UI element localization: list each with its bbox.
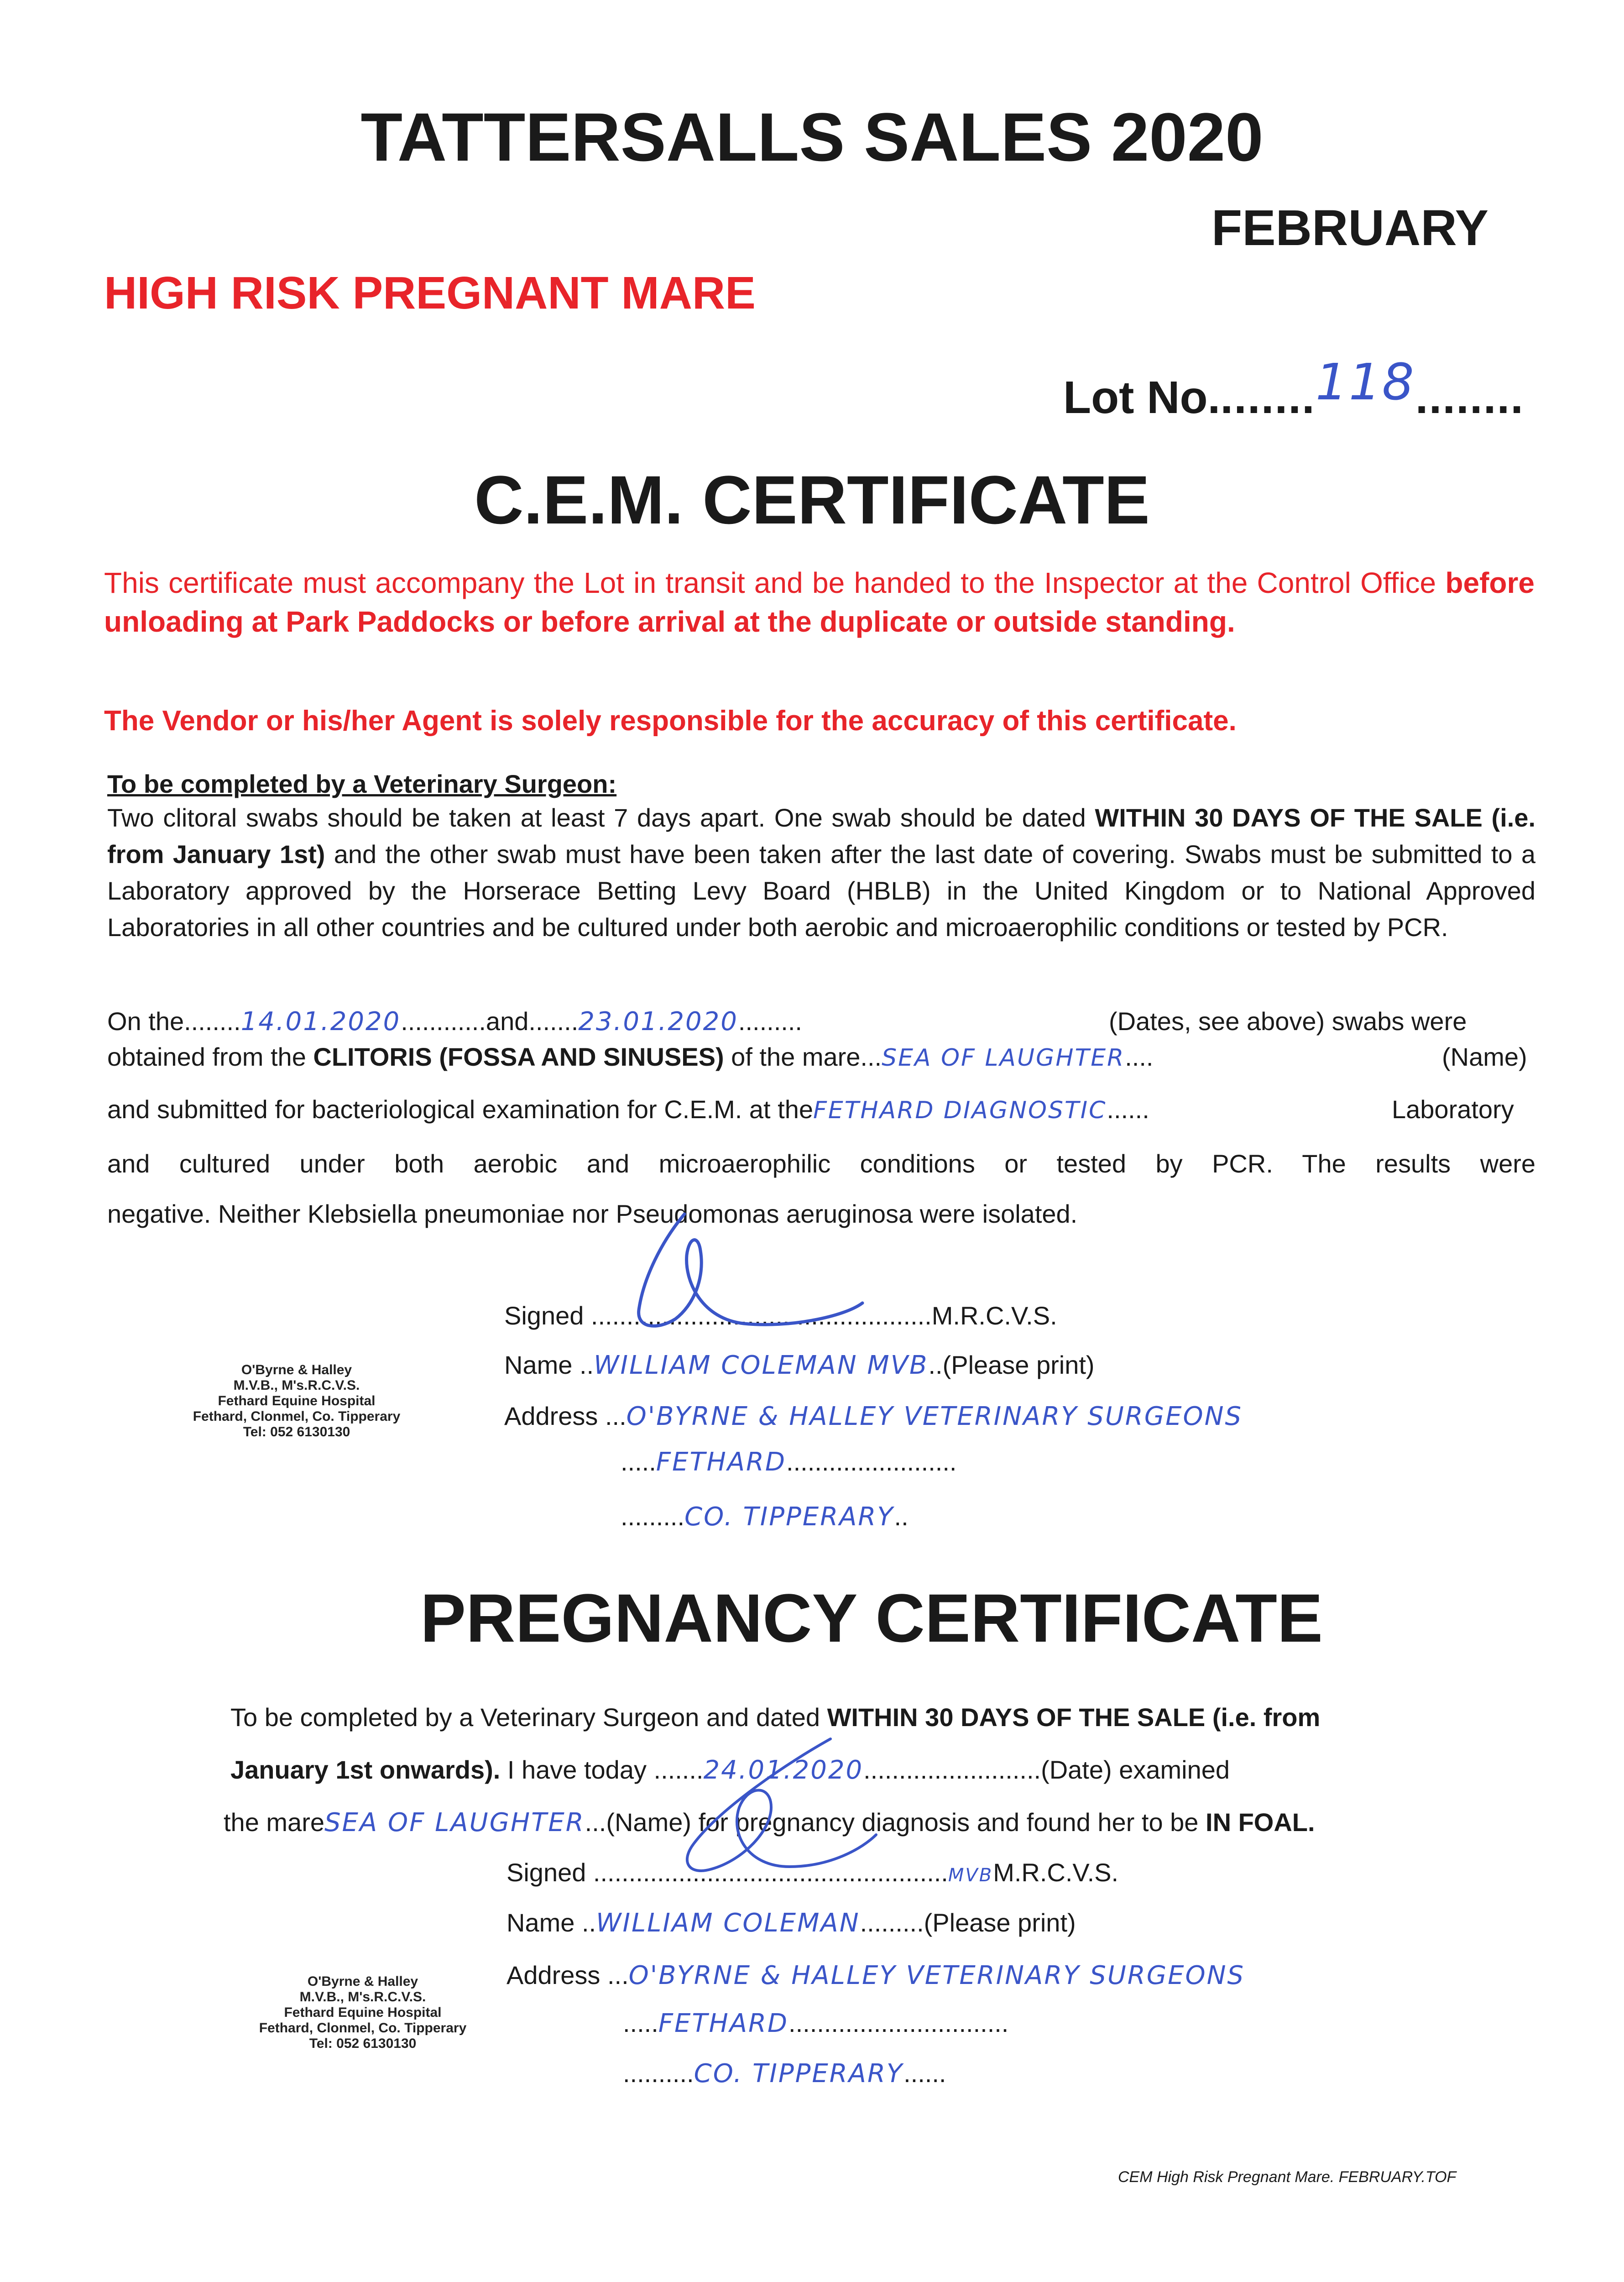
lot-value: 118 (1315, 353, 1415, 411)
cultured-line: and cultured under both aerobic and microaerophilic conditions or tested by PCR. The results were (107, 1149, 1535, 1178)
pregnancy-name-label: Name (507, 1908, 575, 1937)
cem-certificate-title: C.E.M. CERTIFICATE (474, 461, 1150, 538)
cem-address-line-2: .....FETHARD........................ (621, 1447, 957, 1477)
cem-mrcvs-label: M.R.C.V.S. (931, 1301, 1057, 1330)
stamp-line: M.V.B., M's.R.C.V.S. (299, 1989, 426, 2005)
cem-please-print: (Please print) (942, 1350, 1095, 1379)
stamp-line: Tel: 052 6130130 (309, 2036, 417, 2051)
cem-address-line-1: Address ...O'BYRNE & HALLEY VETERINARY SURGEONS (504, 1402, 1243, 1431)
pregnancy-address-2: FETHARD (658, 2009, 789, 2038)
stamp-line: M.V.B., M's.R.C.V.S. (233, 1378, 360, 1393)
stamp-line: Fethard, Clonmel, Co. Tipperary (259, 2020, 467, 2036)
stamp-line: Fethard, Clonmel, Co. Tipperary (193, 1409, 401, 1424)
obtained-from-text: obtained from the (107, 1042, 313, 1071)
lab-name: FETHARD DIAGNOSTIC (813, 1097, 1107, 1124)
lot-label: Lot No. (1063, 372, 1221, 423)
pregnancy-text: To be completed by a Veterinary Surgeon and dated (230, 1703, 827, 1732)
name-suffix: (Name) (1442, 1042, 1527, 1071)
cem-address-label: Address (504, 1402, 598, 1430)
cem-signature (607, 1187, 890, 1337)
stamp-line: Tel: 052 6130130 (243, 1424, 350, 1439)
laboratory-label: Laboratory (1392, 1095, 1514, 1124)
submitted-text: and submitted for bacteriological examination for C.E.M. at the (107, 1095, 813, 1124)
pregnancy-name-line: Name ..WILLIAM COLEMAN.........(Please print) (507, 1908, 1076, 1938)
cem-name-label: Name (504, 1350, 573, 1379)
pregnancy-signed-label: Signed (507, 1858, 586, 1887)
transit-notice (104, 564, 1535, 641)
swab-date-1: 14.01.2020 (240, 1007, 401, 1036)
stamp-line: O'Byrne & Halley (241, 1362, 352, 1377)
pregnancy-certificate-title: PREGNANCY CERTIFICATE (420, 1580, 1323, 1656)
negative-line: negative. Neither Klebsiella pneumoniae nor Pseudomonas aeruginosa were isolated. (107, 1199, 1078, 1228)
transit-notice-text: This certificate must accompany the Lot in transit and be handed to the Inspector at the Control Office (104, 566, 1446, 599)
pregnancy-address-3: CO. TIPPERARY (694, 2059, 904, 2088)
cem-address-line-3: .........CO. TIPPERARY.. (621, 1502, 909, 1532)
pregnancy-address-line-1: Address ...O'BYRNE & HALLEY VETERINARY SURGEONS (507, 1961, 1245, 1990)
cem-signed-line: Signed ................................................M.R.C.V.S. (504, 1301, 1057, 1330)
lot-number-field: Lot No........118........ (1063, 353, 1525, 423)
cem-signed-label: Signed (504, 1301, 584, 1330)
pregnancy-address-label: Address (507, 1961, 601, 1989)
pregnancy-address-line-3: ..........CO. TIPPERARY...... (623, 2059, 946, 2088)
in-foal-result: IN FOAL. (1206, 1808, 1315, 1837)
pregnancy-line-1 (230, 1702, 1320, 1732)
vet-instructions (107, 800, 1535, 946)
transit-notice-bold: before unloading at Park Paddocks or before arrival at the duplicate or outside standing. (104, 566, 1535, 638)
sale-month: FEBRUARY (1211, 200, 1489, 256)
pregnancy-exam-date: 24.01.2020 (703, 1755, 864, 1785)
stamp-line: Fethard Equine Hospital (284, 2005, 442, 2020)
pregnancy-today: I have today (500, 1755, 647, 1784)
pregnancy-vet-name: WILLIAM COLEMAN (596, 1908, 860, 1938)
cem-mare-name: SEA OF LAUGHTER (882, 1044, 1125, 1072)
pregnancy-diagnosis-text: (Name) for pregnancy diagnosis and found her to be (606, 1808, 1206, 1837)
of-the-mare-text: of the mare (724, 1042, 861, 1071)
footer-reference: CEM High Risk Pregnant Mare. FEBRUARY.TOF (1118, 2168, 1457, 2186)
pregnancy-please-print: (Please print) (924, 1908, 1076, 1937)
pregnancy-address-line-2: .....FETHARD............................... (623, 2009, 1009, 2038)
clitoris-text: CLITORIS (FOSSA AND SINUSES) (313, 1042, 724, 1071)
instructions-bold: WITHIN 30 DAYS OF THE SALE (i.e. from January 1st) (107, 803, 1536, 869)
instructions-text-2: and the other swab must have been taken after the last date of covering. Swabs must be submitted to a Laboratory approved by the Horserace Betting Levy Board (HBLB) in the United Kingdom or to National Approved Laboratories in all other countries and be cultured under both aerobic and microaerophilic conditions or tested by PCR. (107, 840, 1535, 942)
swab-dates-line: On the........14.01.2020............and.......23.01.2020......... (107, 1007, 802, 1036)
submitted-line: and submitted for bacteriological examination for C.E.M. at theFETHARD DIAGNOSTIC...... (107, 1095, 1149, 1124)
vet-instructions-heading: To be completed by a Veterinary Surgeon: (107, 769, 617, 798)
stamp-line: Fethard Equine Hospital (218, 1393, 376, 1408)
cem-vet-name: WILLIAM COLEMAN MVB (594, 1350, 929, 1380)
vet-stamp-pregnancy (208, 1974, 518, 2052)
instructions-text-1: Two clitoral swabs should be taken at least 7 days apart. One swab should be dated (107, 803, 1095, 832)
pregnancy-signed-line: Signed ..................................................MVBM.R.C.V.S. (507, 1858, 1119, 1887)
stamp-line: O'Byrne & Halley (307, 1974, 418, 1989)
cem-address-1: O'BYRNE & HALLEY VETERINARY SURGEONS (626, 1402, 1243, 1431)
obtained-line: obtained from the CLITORIS (FOSSA AND SINUSES) of the mare...SEA OF LAUGHTER.... (107, 1042, 1154, 1072)
and-label: and (486, 1007, 529, 1036)
on-the-label: On the (107, 1007, 184, 1036)
swab-date-2: 23.01.2020 (578, 1007, 738, 1036)
vendor-notice: The Vendor or his/her Agent is solely responsible for the accuracy of this certificate. (104, 705, 1237, 737)
cem-address-2: FETHARD (656, 1447, 787, 1477)
pregnancy-the-mare: the mare (224, 1808, 324, 1837)
pregnancy-line-2: January 1st onwards). I have today .......24.01.2020.........................(Date) examined (230, 1755, 1230, 1785)
risk-label: HIGH RISK PREGNANT MARE (104, 267, 756, 319)
pregnancy-january: January 1st onwards). (230, 1755, 501, 1784)
vet-stamp-cem (146, 1362, 447, 1440)
cem-address-3: CO. TIPPERARY (684, 1502, 894, 1532)
pregnancy-mvb: MVB (948, 1865, 993, 1886)
pregnancy-date-examined: (Date) examined (1041, 1755, 1230, 1784)
pregnancy-bold: WITHIN 30 DAYS OF THE SALE (i.e. from (827, 1703, 1321, 1732)
pregnancy-mare-name: SEA OF LAUGHTER (324, 1808, 585, 1837)
pregnancy-address-1: O'BYRNE & HALLEY VETERINARY SURGEONS (628, 1961, 1245, 1990)
pregnancy-line-3: the mareSEA OF LAUGHTER...(Name) for pregnancy diagnosis and found her to be IN FOAL. (224, 1808, 1315, 1837)
cem-name-line: Name ..WILLIAM COLEMAN MVB..(Please print) (504, 1350, 1095, 1380)
document-title: TATTERSALLS SALES 2020 (360, 99, 1264, 175)
pregnancy-mrcvs-label: M.R.C.V.S. (993, 1858, 1119, 1887)
dates-note: (Dates, see above) swabs were (1109, 1007, 1467, 1036)
